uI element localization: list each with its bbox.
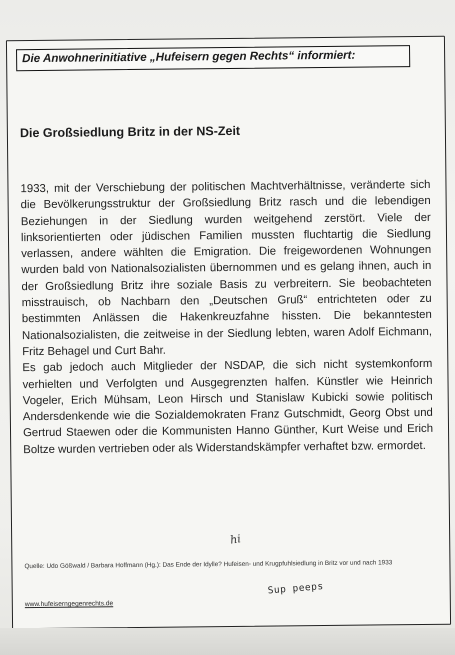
body-paragraph-2: Es gab jedoch auch Mitglieder der NSDAP, die sich nicht systemkonform verhielten und Verfolgten und Ausgegrenzten halfen. Künstler wie Heinrich Vogeler, Erich Mühsam, Leon Hirsch und Stanislaw Kubicki sowie politisch Andersdenkende wie die Sozialdemokraten Franz Gutschmidt, Georg Obst und Gertrud Staewen oder die Kommunisten Hanno Günther, Kurt Weise und Erich Boltze wurden vertrieben oder als Widerstandskämpfer verhaftet bzw. ermordet. — [22, 358, 434, 456]
page-title: Die Großsiedlung Britz in der NS-Zeit — [19, 123, 241, 141]
source-citation: Quelle: Udo Gößwald / Barbara Hoffmann (Hg.): Das Ende der Idylle? Hufeisen- und Krugpfuhlsiedlung in Britz vor und nach 1933 — [24, 559, 393, 571]
website-link[interactable]: www.hufeiserngegenrechts.de — [24, 600, 114, 609]
bottom-strip — [0, 628, 455, 655]
handwritten-hi: hi — [229, 532, 242, 547]
flyer-sheet — [6, 36, 451, 630]
body-paragraph-1: 1933, mit der Verschiebung der politischen Machtverhältnisse, veränderte sich die Bevölkerungsstruktur der Großsiedlung Britz rasch und die lebendigen Beziehungen in der Siedlung wurden weitgehend zerstört. Viele der linksorientierten oder jüdischen Familien mussten fluchtartig die Siedlung verlassen, andere wählten die Emigration. Die freigewordenen Wohnungen wurden bald von Nationalsozialisten übernommen und es gelang ihnen, auch in der Großsiedlung Britz ihre soziale Basis zu verbreitern. Sie beobachteten misstrauisch, ob Nachbarn den „Deutschen Gruß“ entrichteten oder zu bestimmten Anlässen die Hakenkreuzfahne hissten. Die bekanntesten Nationalsozialisten, die zeitweise in der Siedlung lebten, waren Adolf Eichmann, Fritz Behagel und Curt Bahr. — [20, 178, 433, 359]
header-box — [16, 45, 410, 71]
header-title: Die Anwohnerinitiative „Hufeisern gegen Rechts“ informiert: — [22, 48, 356, 66]
handwritten-sup-peeps: Sup peeps — [267, 581, 325, 597]
body-text — [20, 177, 433, 458]
